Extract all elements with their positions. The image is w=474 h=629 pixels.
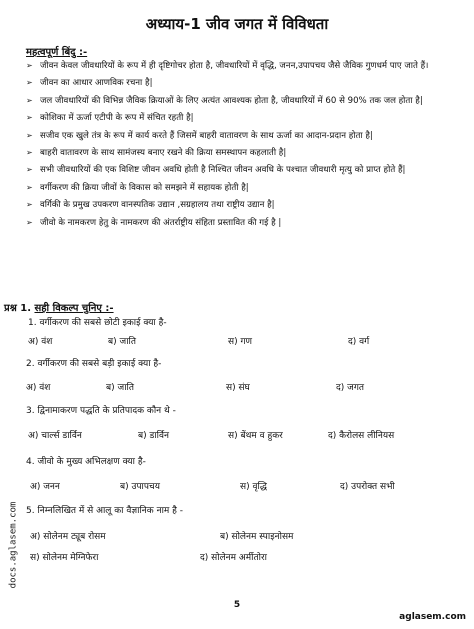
arrow-bullet-icon: ➢ (26, 130, 33, 140)
list-item: ➢ जीवन का आधार आणविक रचना है| (26, 78, 153, 89)
option-b: ब) उपापचय (120, 482, 160, 492)
option-c: स) वृद्धि (240, 482, 267, 492)
list-item: ➢ वर्गिकी के प्रमुख उपकरण वानस्पतिक उद्यान ,सग्रहालय तथा राष्ट्रीय उद्यान है| (26, 200, 275, 211)
important-points-heading: महत्वपूर्ण बिंदु :- (26, 47, 88, 58)
arrow-bullet-icon: ➢ (26, 217, 33, 227)
option-b: ब) जाति (106, 383, 134, 393)
list-item: ➢ जीवन केवल जीवधारियों के रूप में ही दृष्टिगोचर होता है, जीवधारियों में वृद्धि, जनन,उपापचय जैसे जैविक गुणधर्म पाए जाते हैं। (26, 61, 429, 71)
option-d: द) सोलेनम अर्मीतोरा (200, 553, 267, 563)
arrow-bullet-icon: ➢ (26, 147, 33, 157)
option-b: ब) सोलेनम स्पाइनोसम (220, 532, 294, 542)
brand-footer: aglasem.com (399, 612, 466, 622)
question-text: 4. जीवो के मुख्य अभिलक्षण क्या है- (26, 457, 146, 467)
important-points-list (26, 60, 456, 234)
option-c: स) गण (228, 337, 253, 347)
list-item: ➢ सजीव एक खुले तंत्र के रूप में कार्य करते हैं जिसमें बाहरी वातावरण के साथ ऊर्जा का आदान-प्रदान होता है| (26, 130, 373, 141)
option-b: ब) जाति (108, 337, 136, 347)
question-section-heading (4, 300, 114, 314)
side-watermark: docs.aglasem.com (8, 501, 19, 589)
list-item: ➢ जीवो के नामकरण हेतु के नामकरण की अंतर्राष्ट्रीय संहिता प्रस्तावित की गई है | (26, 217, 282, 228)
arrow-bullet-icon: ➢ (26, 200, 33, 210)
option-d: द) वर्ग (348, 337, 370, 347)
question-instruction: सही विकल्प चुनिए :- (34, 303, 114, 314)
option-d: द) उपरोक्त सभी (340, 482, 395, 492)
option-d: द) जगत (336, 383, 365, 393)
page-title: अध्याय-1 जीव जगत में विविधता (145, 15, 329, 33)
option-a: अ) जनन (30, 482, 60, 492)
option-b: ब) डार्विन (138, 431, 169, 441)
question-text: 2. वर्गीकरण की सबसे बड़ी इकाई क्या है- (26, 359, 162, 369)
option-a: अ) वंश (26, 383, 51, 393)
page-number: 5 (233, 600, 241, 610)
question-number: प्रश्न 1. (4, 303, 31, 314)
question-text: 5. निम्नलिखित में से आलू का वैज्ञानिक नाम है - (26, 506, 184, 516)
arrow-bullet-icon: ➢ (26, 61, 33, 70)
option-a: अ) चार्ल्स डार्विन (28, 431, 82, 441)
option-c: स) सोलेनम मेग्निफेरा (30, 553, 99, 563)
question-text: 3. द्विनामाकरण पद्धति के प्रतिपादक कौन थे - (26, 406, 176, 416)
arrow-bullet-icon: ➢ (26, 78, 33, 88)
list-item: ➢ वर्गीकरण की क्रिया जीवों के विकास को समझने में सहायक होती है| (26, 182, 249, 193)
option-a: अ) सोलेनम ट्यूब रोसम (30, 532, 106, 542)
option-a: अ) वंश (28, 337, 53, 347)
question-text: 1. वर्गीकरण की सबसे छोटी इकाई क्या है- (28, 318, 167, 328)
list-item: ➢ बाहरी वातावरण के साथ सामंजस्य बनाए रखने की क्रिया समस्थापन कहलाती है| (26, 147, 287, 158)
arrow-bullet-icon: ➢ (26, 95, 33, 105)
arrow-bullet-icon: ➢ (26, 182, 33, 192)
option-c: स) बेंथम व हुकर (228, 431, 283, 441)
option-d: द) कैरोलस लीनियस (328, 431, 395, 441)
list-item: ➢ कोशिका में ऊर्जा एटीपी के रूप में संचित रहती है| (26, 113, 194, 124)
arrow-bullet-icon: ➢ (26, 165, 33, 175)
list-item: ➢ सभी जीवधारियों की एक विशिष्ट जीवन अवधि होती है निश्चित जीवन अवधि के पश्चात जीवधारी मृत्यु को प्राप्त होते हैं| (26, 165, 406, 176)
list-item: ➢ जल जीवधारियों की विभिन्न जैविक क्रियाओं के लिए अत्यंत आवश्यक होता है, जीवधारियों में 60 से 90% तक जल होता है| (26, 95, 423, 106)
option-c: स) संघ (226, 383, 250, 393)
arrow-bullet-icon: ➢ (26, 113, 33, 123)
